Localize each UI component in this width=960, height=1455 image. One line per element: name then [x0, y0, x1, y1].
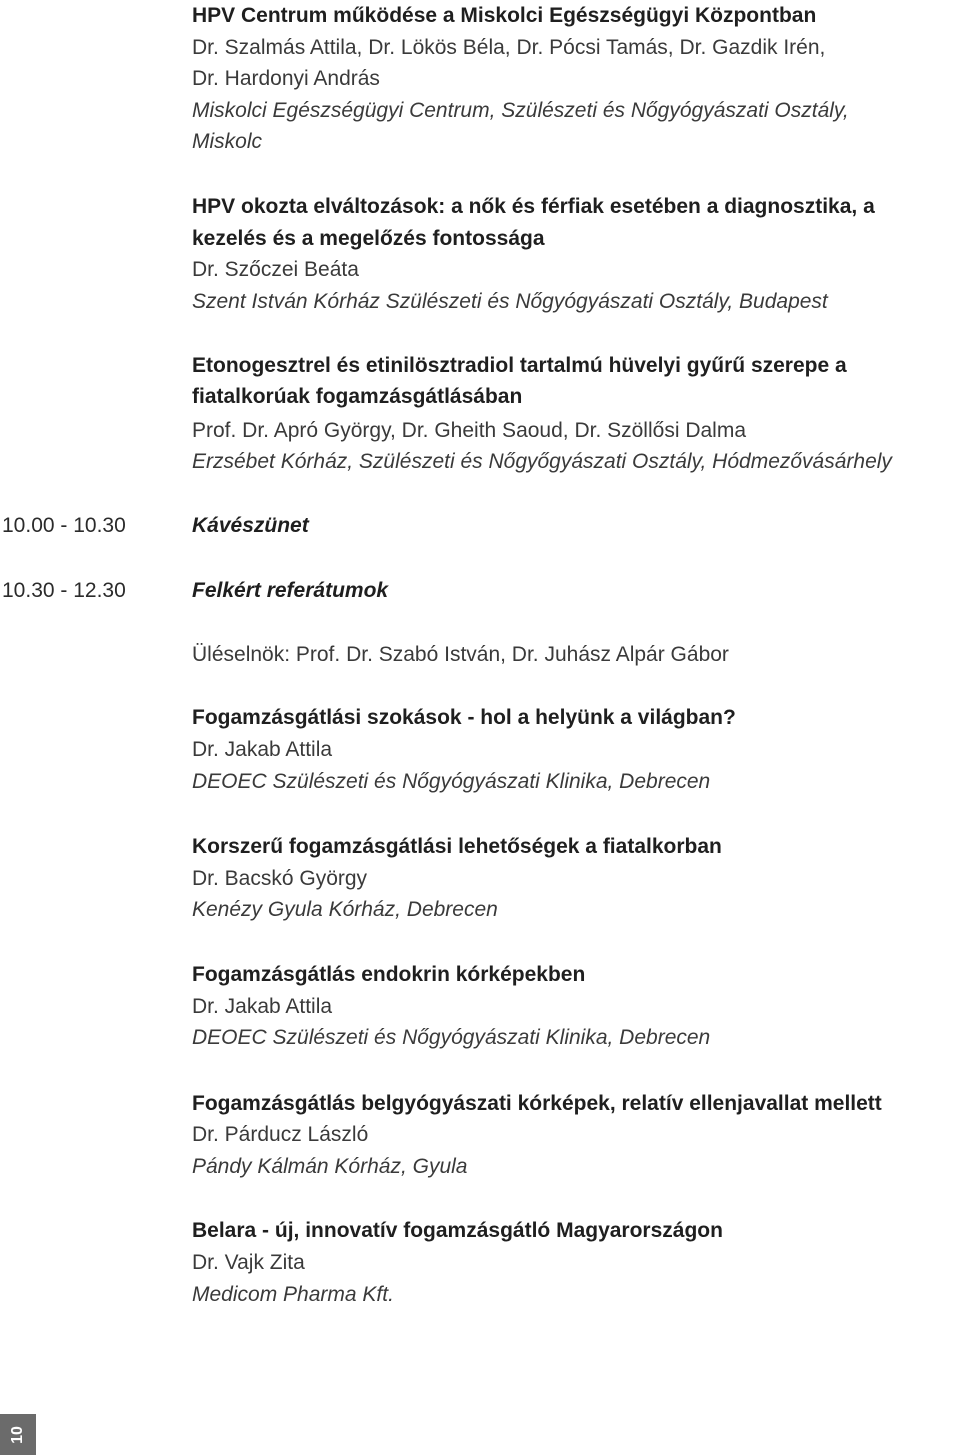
talk-institution: Pándy Kálmán Kórház, Gyula	[192, 1155, 468, 1178]
talk-institution: Kenézy Gyula Kórház, Debrecen	[192, 898, 498, 921]
entry-title: kezelés és a megelőzés fontossága	[192, 227, 545, 250]
entry-authors: Dr. Szalmás Attila, Dr. Lökös Béla, Dr. Pócsi Tamás, Dr. Gazdik Irén,	[192, 36, 826, 59]
entry-institution: Miskolci Egészségügyi Centrum, Szülészeti és Nőgyógyászati Osztály,	[192, 99, 849, 122]
session-label: Felkért referátumok	[192, 579, 389, 602]
page-number-tab	[0, 1414, 36, 1455]
talk-institution: DEOEC Szülészeti és Nőgyógyászati Klinika, Debrecen	[192, 770, 711, 793]
entry-institution: Erzsébet Kórház, Szülészeti és Nőgyőgyászati Osztály, Hódmezővásárhely	[192, 450, 892, 473]
talk-title: Fogamzásgátlás endokrin kórképekben	[192, 963, 586, 986]
talk-title: Korszerű fogamzásgátlási lehetőségek a fiatalkorban	[192, 835, 722, 858]
entry-title: HPV Centrum működése a Miskolci Egészségügyi Központban	[192, 4, 817, 27]
talk-title: Fogamzásgátlás belgyógyászati kórképek, relatív ellenjavallat mellett	[192, 1092, 882, 1115]
talk-author: Dr. Jakab Attila	[192, 995, 333, 1018]
talk-institution: DEOEC Szülészeti és Nőgyógyászati Klinika, Debrecen	[192, 1026, 711, 1049]
entry-title: fiatalkorúak fogamzásgátlásában	[192, 385, 523, 408]
entry-title: HPV okozta elváltozások: a nők és férfiak esetében a diagnosztika, a	[192, 195, 875, 218]
session-time: 10.30 - 12.30	[2, 579, 126, 602]
break-time: 10.00 - 10.30	[2, 514, 126, 537]
talk-author: Dr. Párducz László	[192, 1123, 369, 1146]
talk-title: Fogamzásgátlási szokások - hol a helyünk a világban?	[192, 706, 736, 729]
entry-title: Etonogesztrel és etinilösztradiol tartalmú hüvelyi gyűrű szerepe a	[192, 354, 847, 377]
entry-institution: Szent István Kórház Szülészeti és Nőgyógyászati Osztály, Budapest	[192, 290, 828, 313]
talk-author: Dr. Vajk Zita	[192, 1251, 305, 1274]
talk-author: Dr. Jakab Attila	[192, 738, 333, 761]
talk-author: Dr. Bacskó György	[192, 867, 368, 890]
break-label: Kávészünet	[192, 514, 309, 537]
entry-institution: Miskolc	[192, 130, 263, 153]
entry-authors: Prof. Dr. Apró György, Dr. Gheith Saoud, Dr. Szöllősi Dalma	[192, 419, 746, 442]
session-chair: Üléselnök: Prof. Dr. Szabó István, Dr. Juhász Alpár Gábor	[192, 643, 729, 666]
talk-title: Belara - új, innovatív fogamzásgátló Magyarországon	[192, 1219, 723, 1242]
page-number: 10	[8, 1425, 26, 1444]
entry-authors: Dr. Szőczei Beáta	[192, 258, 359, 281]
entry-authors: Dr. Hardonyi András	[192, 67, 380, 90]
talk-institution: Medicom Pharma Kft.	[192, 1283, 394, 1306]
